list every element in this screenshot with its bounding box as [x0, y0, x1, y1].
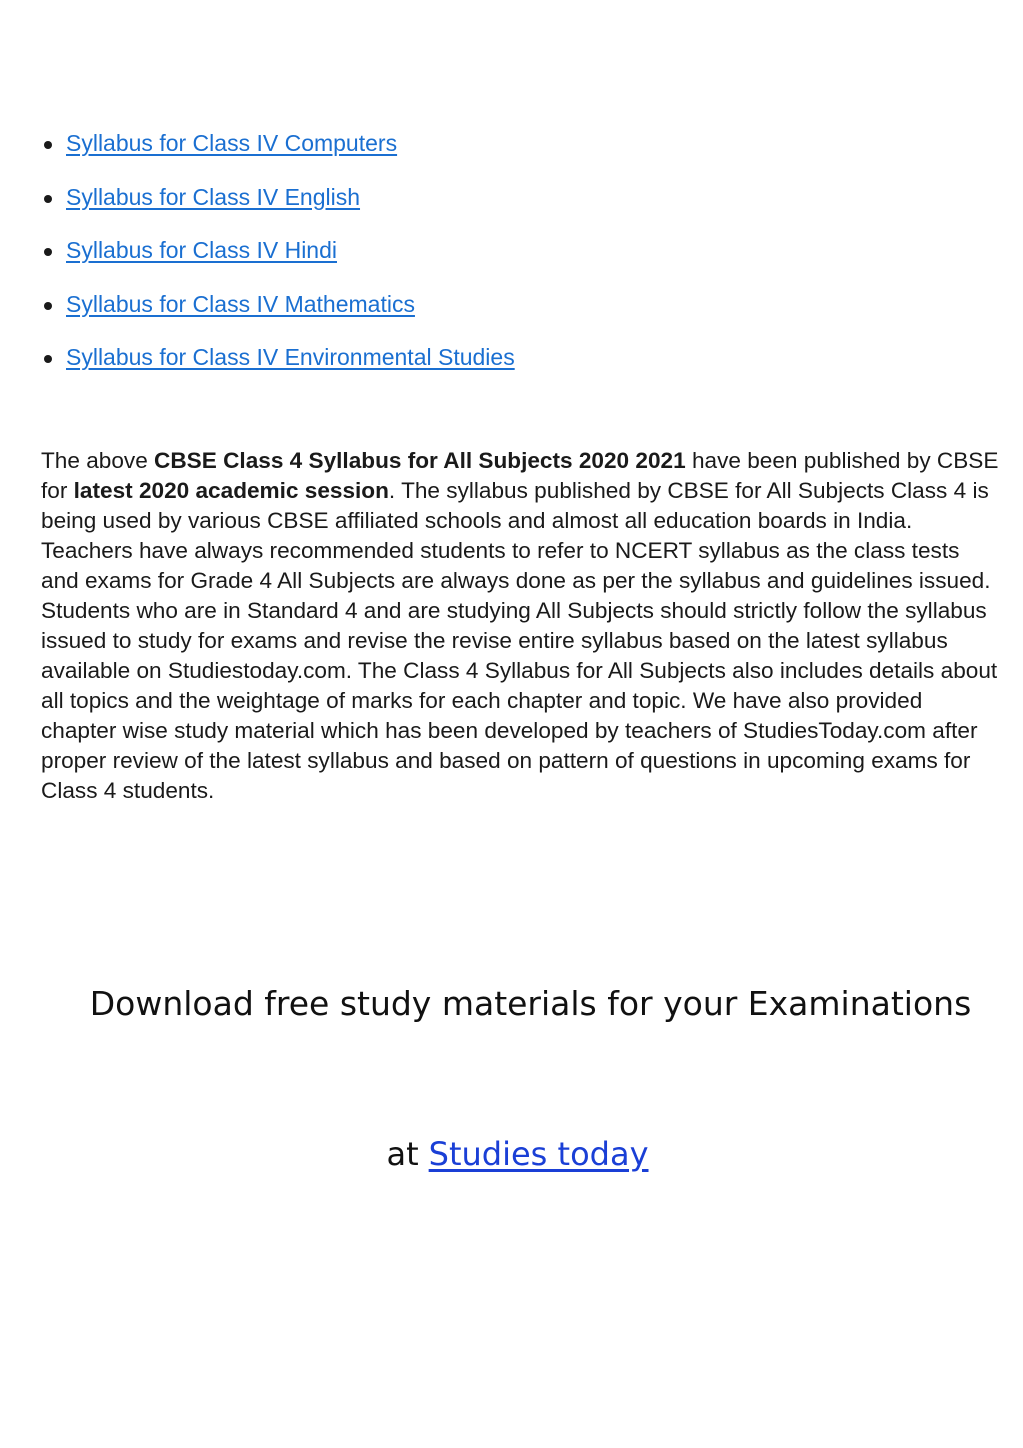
syllabus-link-list: [42, 126, 515, 394]
bullet-icon: [44, 302, 52, 310]
paragraph-bold-title: CBSE Class 4 Syllabus for All Subjects 2020 2021: [154, 448, 686, 473]
paragraph-text: The above: [41, 448, 155, 473]
link-evs-syllabus[interactable]: Syllabus for Class IV Environmental Studies: [66, 344, 515, 370]
syllabus-description-paragraph: [41, 446, 1001, 806]
list-item: [42, 180, 515, 234]
bullet-icon: [44, 248, 52, 256]
at-label: at: [386, 1135, 419, 1173]
link-computers-syllabus[interactable]: Syllabus for Class IV Computers: [66, 130, 398, 156]
download-heading: Download free study materials for your Examinations: [89, 984, 972, 1023]
bullet-icon: [44, 355, 52, 363]
studies-today-line: [0, 1130, 1023, 1178]
bullet-icon: [44, 195, 52, 203]
paragraph-text: have been published by CBSE for: [41, 448, 999, 503]
list-item: [42, 233, 515, 287]
list-item: [42, 126, 515, 180]
link-hindi-syllabus[interactable]: Syllabus for Class IV Hindi: [66, 237, 337, 263]
link-mathematics-syllabus[interactable]: Syllabus for Class IV Mathematics: [66, 290, 415, 317]
list-item: [42, 340, 515, 394]
paragraph-text: . The syllabus published by CBSE for All Subjects Class 4 is being used by various CBSE affiliated schools and almost all education boards in India. Teachers have always recommended students to refer to NCERT syllabus as the class tests and exams for Grade 4 All Subjects are always done as per the syllabus and guidelines issued. Students who are in Standard 4 and are studying All Subjects should strictly follow the syllabus issued to study for exams and revise the revise entire syllabus based on the latest syllabus available on Studiestoday.com. The Class 4 Syllabus for All Subjects also includes details about all topics and the weightage of marks for each chapter and topic. We have also provided chapter wise study material which has been developed by teachers of StudiesToday.com after proper review of the latest syllabus and based on pattern of questions in upcoming exams for Class 4 students.: [41, 478, 998, 803]
paragraph-bold-session: latest 2020 academic session: [73, 478, 389, 503]
bullet-icon: [44, 141, 52, 149]
studies-today-link[interactable]: Studies today: [428, 1135, 649, 1173]
link-english-syllabus[interactable]: Syllabus for Class IV English: [66, 183, 361, 210]
list-item: [42, 287, 515, 341]
